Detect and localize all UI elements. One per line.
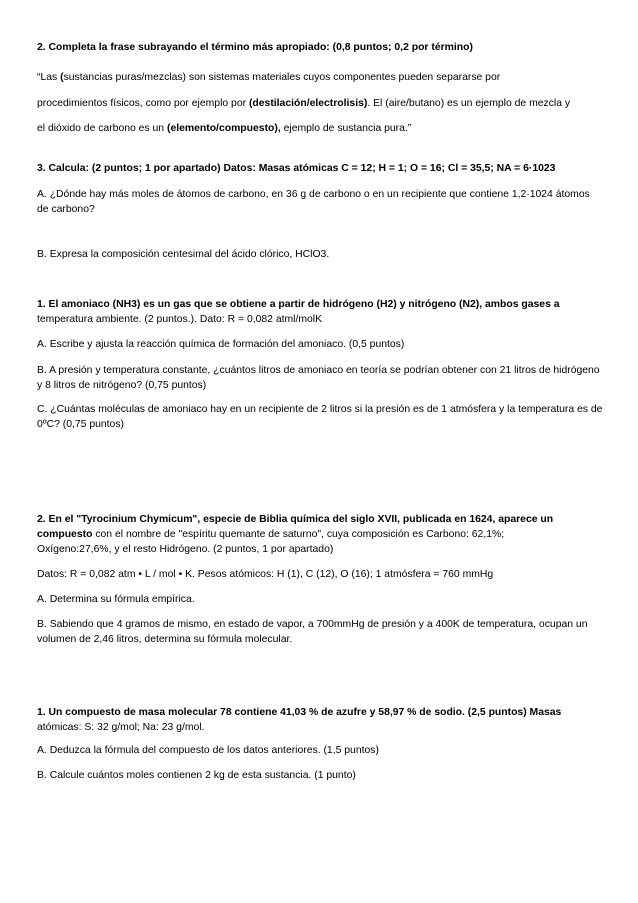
text-run: Oxígeno:27,6%, y el resto Hidrógeno. (2 puntos, 1 por apartado)	[37, 544, 334, 555]
question-a: A. Escribe y ajusta la reacción química de formación del amoniaco. (0,5 puntos)	[37, 339, 405, 350]
section-heading-calcula: 3. Calcula: (2 puntos; 1 por apartado) Datos: Masas atómicas C = 12; H = 1; O = 16; Cl = 35,5; NA = 6·1023	[37, 163, 556, 174]
text-run: sustancias puras/mezclas) son sistemas materiales cuyos componentes pueden separarse por	[63, 72, 501, 83]
question-b: B. Sabiendo que 4 gramos de mismo, en estado de vapor, a 700mmHg de presión y a 400K de temperatura, ocupan un volumen de 2,46 litros, determina su fórmula molecular.	[37, 619, 588, 645]
section-heading-completa: 2. Completa la frase subrayando el término más apropiado: (0,8 puntos; 0,2 por término)	[37, 42, 473, 53]
paragraph-line	[37, 121, 603, 136]
text-run-bold: (	[60, 72, 64, 83]
question-a: A. Determina su fórmula empírica.	[37, 594, 195, 605]
paragraph-line	[37, 70, 603, 85]
question-c: C. ¿Cuántas moléculas de amoniaco hay en un recipiente de 2 litros si la presión es de 1 atmósfera y la temperatura es de 0ºC? (0,75 puntos)	[37, 404, 603, 430]
text-run: con el nombre de "espíritu quemante de saturno", cuya composición es Carbono: 62,1%;	[92, 529, 505, 540]
text-run-bold: (destilación/electrolisis)	[248, 98, 368, 109]
text-run-bold: 2. En el "Tyrocinium Chymicum", especie de Biblia química del siglo XVII, publicada en 1624, aparece un	[37, 514, 554, 525]
datos-line: Datos: R = 0,082 atm • L / mol • K. Pesos atómicos: H (1), C (12), O (16); 1 atmósfera = 760 mmHg	[37, 569, 494, 580]
paragraph-line	[37, 96, 603, 111]
text-run: el dióxido de carbono es un	[37, 123, 167, 134]
question-b: B. A presión y temperatura constante, ¿cuántos litros de amoniaco en teoría se podrían obtener con 21 litros de hidrógeno y 8 litros de nitrógeno? (0,75 puntos)	[37, 365, 600, 391]
question-a: A. ¿Dónde hay más moles de átomos de carbono, en 36 g de carbono o en un recipiente que contiene 1,2·1024 átomos de carbono?	[37, 189, 590, 215]
section-heading-amoniaco	[37, 297, 603, 327]
text-run: procedimientos físicos, como por ejemplo por	[37, 98, 249, 109]
text-run: atómicas: S: 32 g/mol; Na: 23 g/mol.	[37, 722, 205, 733]
text-run: ejemplo de sustancia pura.”	[280, 123, 412, 134]
text-run-bold: 1. Un compuesto de masa molecular 78 contiene 41,03 % de azufre y 58,97 % de sodio. (2,5 puntos) Masas	[37, 707, 562, 718]
question-a: A. Deduzca la fórmula del compuesto de los datos anteriores. (1,5 puntos)	[37, 745, 379, 756]
text-run: . El (aire/butano) es un ejemplo de mezcla y	[367, 98, 571, 109]
question-b: B. Calcule cuántos moles contienen 2 kg de esta sustancia. (1 punto)	[37, 770, 356, 781]
question-b: B. Expresa la composición centesimal del ácido clórico, HClO3.	[37, 249, 330, 260]
section-heading-tyrocinium	[37, 512, 603, 557]
text-run: temperatura ambiente. (2 puntos.). Dato: R = 0,082 atml/molK	[37, 314, 323, 325]
section-heading-compuesto	[37, 705, 603, 735]
text-run-bold: (elemento/compuesto),	[166, 123, 281, 134]
text-run-bold: compuesto	[37, 529, 93, 540]
text-run: “Las	[37, 72, 61, 83]
text-run-bold: 1. El amoniaco (NH3) es un gas que se obtiene a partir de hidrógeno (H2) y nitrógeno (N2), ambos gases a	[37, 299, 560, 310]
